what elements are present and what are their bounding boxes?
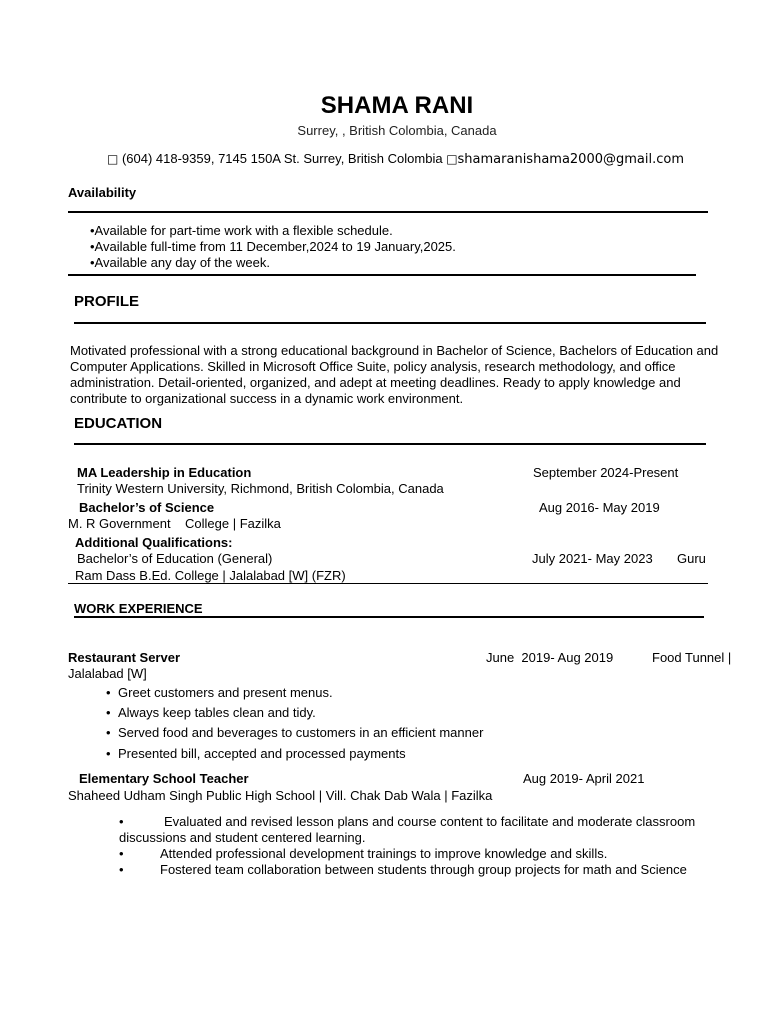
job-bullet: • Fostered team collaboration between students through group projects for math and Science: [119, 862, 687, 877]
education-date: Aug 2016- May 2019: [539, 500, 660, 515]
availability-item: •Available any day of the week.: [90, 255, 270, 270]
email-address[interactable]: shamaranishama2000@gmail.com: [457, 152, 684, 167]
profile-text: Motivated professional with a strong educational background in Bachelor of Science, Bachelors of Education and Computer Applications. Skilled in Microsoft Office Suite, policy analysis, research methodology, and office administration. Detail-oriented, organized, and adept at meeting deadlines. Ready to apply knowledge and contribute to organizational success in a dynamic work environment.: [70, 343, 719, 406]
resume-location: Surrey, , British Colombia, Canada: [297, 123, 497, 138]
divider: [74, 443, 706, 445]
contact-line: [107, 151, 684, 168]
bullet-glyph: •: [119, 862, 124, 877]
job-place: Jalalabad [W]: [68, 666, 147, 681]
job-bullet-continued: discussions and student centered learning.: [119, 830, 366, 845]
contact-text: (604) 418-9359, 7145 150A St. Surrey, British Colombia: [118, 151, 447, 166]
divider: [68, 583, 708, 584]
job-employer: Food Tunnel |: [652, 650, 732, 665]
education-title: Bachelor’s of Education (General): [77, 551, 273, 566]
education-date: July 2021- May 2023: [532, 551, 653, 566]
profile-heading: PROFILE: [74, 293, 140, 310]
job-place: Shaheed Udham Singh Public High School | Vill. Chak Dab Wala | Fazilka: [68, 788, 493, 803]
education-heading: EDUCATION: [74, 415, 163, 432]
education-place: M. R Government College | Fazilka: [68, 516, 281, 531]
resume-name: SHAMA RANI: [320, 92, 474, 119]
bullet-glyph: •: [119, 814, 124, 829]
education-place: Ram Dass B.Ed. College | Jalalabad [W] (FZR): [75, 568, 346, 583]
work-heading: WORK EXPERIENCE: [74, 601, 203, 616]
education-trail: Guru: [677, 551, 706, 566]
bullet-glyph: •: [106, 685, 111, 700]
availability-heading: Availability: [68, 185, 137, 200]
job-bullet: • Evaluated and revised lesson plans and course content to facilitate and moderate classroom: [119, 814, 696, 829]
divider: [74, 322, 706, 324]
education-title: Bachelor’s of Science: [79, 500, 215, 515]
additional-qualifications-heading: Additional Qualifications:: [75, 535, 233, 550]
education-date: September 2024-Present: [533, 465, 679, 480]
job-bullet: • Always keep tables clean and tidy.: [106, 705, 316, 720]
divider: [74, 616, 704, 618]
availability-item: •Available for part-time work with a flexible schedule.: [90, 223, 393, 238]
job-date: June 2019- Aug 2019: [486, 650, 614, 665]
phone-icon: □: [107, 152, 119, 166]
bullet-glyph: •: [119, 846, 124, 861]
bullet-glyph: •: [106, 746, 111, 761]
bullet-glyph: •: [106, 705, 111, 720]
job-title: Elementary School Teacher: [79, 771, 249, 786]
job-bullet: • Greet customers and present menus.: [106, 685, 333, 700]
job-title: Restaurant Server: [68, 650, 180, 665]
job-date: Aug 2019- April 2021: [523, 771, 645, 786]
availability-item: •Available full-time from 11 December,2024 to 19 January,2025.: [90, 239, 456, 254]
divider: [68, 274, 696, 276]
education-title: MA Leadership in Education: [77, 465, 252, 480]
bullet-glyph: •: [106, 725, 111, 740]
divider: [68, 211, 708, 213]
email-icon: □: [446, 152, 458, 166]
job-bullet: • Presented bill, accepted and processed payments: [106, 746, 406, 761]
job-bullet: • Served food and beverages to customers in an efficient manner: [106, 725, 484, 740]
job-bullet: • Attended professional development trainings to improve knowledge and skills.: [119, 846, 608, 861]
education-place: Trinity Western University, Richmond, British Colombia, Canada: [77, 481, 444, 496]
